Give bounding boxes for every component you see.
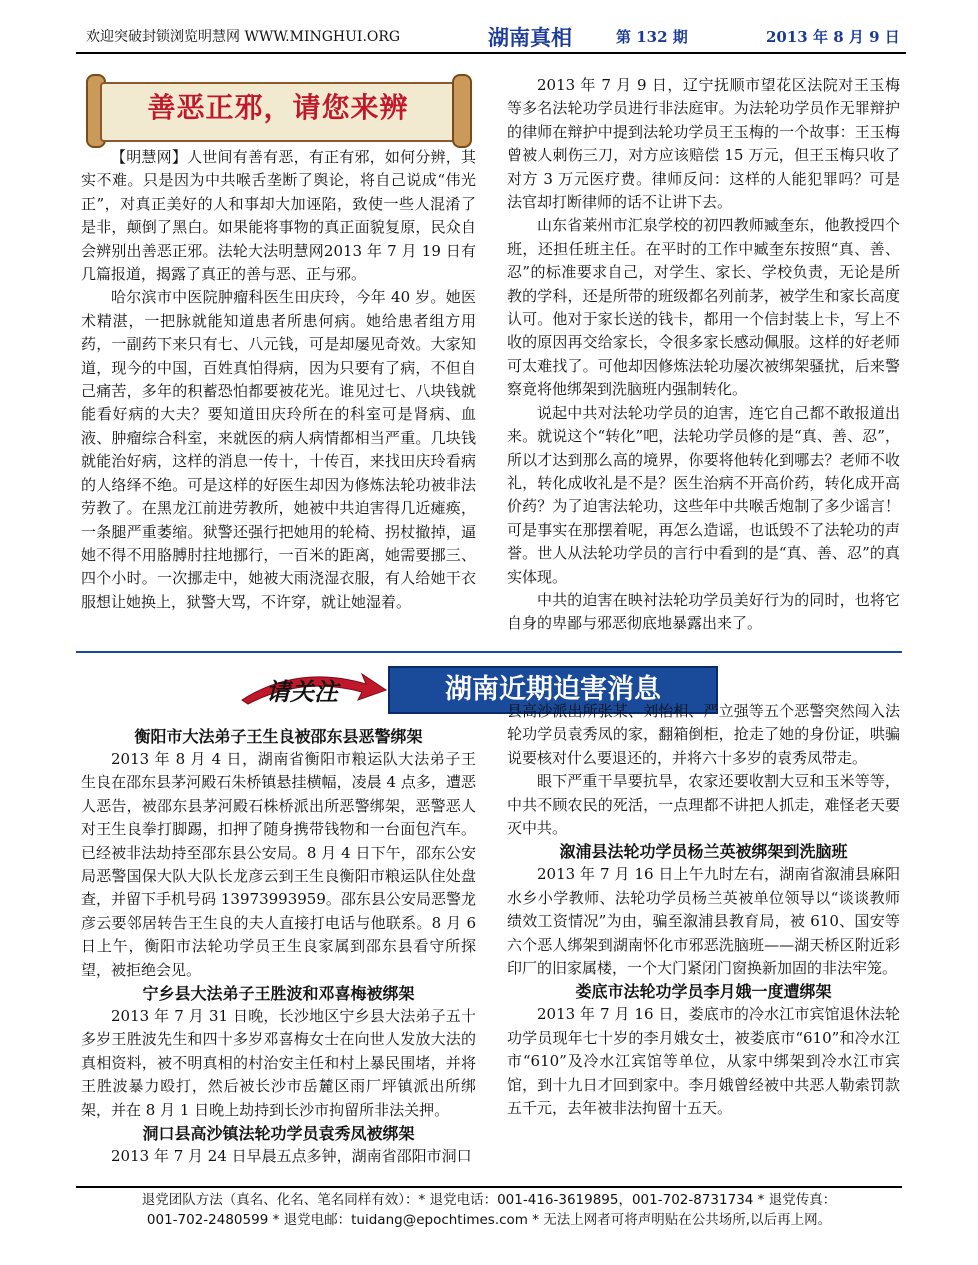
feature-left-column [81, 146, 476, 614]
feature-paragraph: 2013 年 7 月 9 日，辽宁抚顺市望花区法院对王玉梅等多名法轮功学员进行非法庭审。为法轮功学员作无罪辩护的律师在辩护中提到法轮功学员王玉梅的一个故事：王玉梅曾被人刺伤三刀，对方应该赔偿 15 万元，但王玉梅只收了对方 3 万元医疗费。律师反问：这样的人能犯罪吗？可是法官却打断律师的话不让讲下去。 [507, 76, 900, 212]
news-paragraph: 2013 年 7 月 16 日上午九时左右，湖南省溆浦县麻阳水乡小学教师、法轮功学员杨兰英被单位领导以“谈谈教师绩效工资情况”为由，骗至溆浦县教育局，被 610、国安等六个恶人绑架到湖南怀化市邪恶洗脑班——湖天桥区附近彩印厂的旧家属楼，一个大门紧闭门窗换新加固的非法牢笼。 [507, 865, 900, 978]
header-rule [76, 52, 906, 54]
footer-line: 001-702-2480599 * 退党电邮：tuidang@epochtimes.com * 无法上网者可将声明贴在公共场所,以后再上网。 [146, 1212, 832, 1228]
news-paragraph: 2013 年 7 月 16 日，娄底市的冷水江市宾馆退休法轮功学员现年七十岁的李月娥女士，被娄底市“610”和冷水江市“610”及冷水江宾馆等单位，从家中绑架到冷水江市宾馆，到十九日才回到家中。李月娥曾经被中共恶人勒索罚款五千元，去年被非法拘留十五天。 [507, 1005, 900, 1118]
section-divider [76, 651, 902, 653]
feature-paragraph: 说起中共对法轮功学员的迫害，连它自己都不敢报道出来。就说这个“转化”吧，法轮功学员修的是“真、善、忍”，所以才达到那么高的境界，你要将他转化到哪去？老师不收礼，转化成收礼是不是？医生治病不开高价药，转化成开高价药？为了迫害法轮功，这些年中共喉舌炮制了多少谣言！可是事实在那摆着呢，再怎么造谣，也诋毁不了法轮功的声誉。世人从法轮功学员的言行中看到的是“真、善、忍”的真实体现。 [507, 403, 900, 586]
issue-date: 2013 年 8 月 9 日 [766, 28, 900, 46]
attention-tag: 请关注 [266, 677, 338, 706]
feature-paragraph: 【明慧网】人世间有善有恶，有正有邪，如何分辨，其实不难。只是因为中共喉舌垄断了舆论，将自己说成“伟光正”，对真正美好的人和事却大加诬陷，致使一些人混淆了是非，颠倒了黑白。如果能将事物的真正面貌复原，民众自会辨别出善恶正邪。法轮大法明慧网2013 年 7 月 19 日有几篇报道，揭露了真正的善与恶、正与邪。 [81, 148, 476, 284]
news-headline: 娄底市法轮功学员李月娥一度遭绑架 [575, 982, 832, 1002]
header-welcome: 欢迎突破封锁浏览明慧网 WWW.MINGHUI.ORG [86, 29, 401, 45]
news-headline: 衡阳市大法弟子王生良被邵东县恶警绑架 [134, 727, 423, 746]
feature-title: 善恶正邪，请您来辨 [147, 91, 409, 124]
feature-paragraph: 中共的迫害在映衬法轮功学员美好行为的同时，也将它自身的卑鄙与邪恶彻底地暴露出来了。 [507, 590, 900, 633]
page-footer [76, 1190, 902, 1230]
news-headline: 宁乡县大法弟子王胜波和邓喜梅被绑架 [142, 984, 415, 1004]
feature-right-column [507, 74, 900, 636]
footer-line: 退党团队方法（真名、化名、笔名同样有效）：* 退党电话：001-416-3619895，001-702-8731734 * 退党传真： [141, 1192, 837, 1208]
feature-paragraph: 哈尔滨市中医院肿瘤科医生田庆玲，今年 40 岁。她医术精湛，一把脉就能知道患者所患何病。她给患者组方用药，一副药下来只有七、八元钱，可是却屡见奇效。大家知道，现今的中国，百姓真怕得病，因为只要有了病，不但自己痛苦，多年的积蓄恐怕都要被花光。谁见过七、八块钱就能看好病的大夫？要知道田庆玲所在的科室可是肾病、血液、肿瘤综合科室，来就医的病人病情都相当严重。几块钱就能治好病，这样的消息一传十，十传百，来找田庆玲看病的人络绎不绝。可是这样的好医生却因为修炼法轮功被非法劳教了。在黑龙江前进劳教所，她被中共迫害得几近瘫痪，一条腿严重萎缩。狱警还强行把她用的轮椅、拐杖撤掉，逼她不得不用胳膊肘拄地挪行，一百米的距离，她需要挪三、四个小时。一次挪走中，她被大雨浇湿衣服，有人给她干衣服想让她换上，狱警大骂，不许穿，就让她湿着。 [81, 288, 476, 611]
news-paragraph: 眼下严重干旱要抗旱，农家还要收割大豆和玉米等等，中共不顾农民的死活，一点理都不讲把人抓走，难怪老天要灭中共。 [507, 772, 900, 838]
news-right-column [507, 700, 900, 1121]
feature-title-scroll [86, 74, 472, 146]
news-paragraph: 2013 年 7 月 24 日早晨五点多钟，湖南省邵阳市洞口 [111, 1147, 472, 1166]
news-paragraph: 县高沙派出所张某、刘怡相、严立强等五个恶警突然闯入法轮功学员袁秀凤的家，翻箱倒柜，抢走了她的身份证，哄骗说要核对什么要退还的，并将六十多岁的袁秀凤带走。 [507, 702, 900, 767]
news-paragraph: 2013 年 7 月 31 日晚，长沙地区宁乡县大法弟子五十多岁王胜波先生和四十多岁邓喜梅女士在向世人发放大法的真相资料，被不明真相的村治安主任和村上暴民围堵，并将王胜波暴力殴打，然后被长沙市岳麓区雨厂坪镇派出所绑架，并在 8 月 1 日晚上劫持到长沙市拘留所非法关押。 [81, 1007, 476, 1119]
issue-number: 第 132 期 [616, 28, 688, 46]
news-banner-title: 湖南近期迫害消息 [445, 674, 661, 705]
publication-name: 湖南真相 [488, 26, 572, 50]
news-left-column [81, 725, 476, 1169]
news-headline: 溆浦县法轮功学员杨兰英被绑架到洗脑班 [559, 842, 848, 862]
news-paragraph: 2013 年 8 月 4 日，湖南省衡阳市粮运队大法弟子王生良在邵东县茅河殿石朱桥镇悬挂横幅，凌晨 4 点多，遭恶人恶告，被邵东县茅河殿石株桥派出所恶警绑架，恶警恶人对王生良拳打脚踢，扣押了随身携带钱物和一台面包汽车。已经被非法劫持至邵东县公安局。8 月 4 日下午，邵东公安局恶警国保大队大队长龙彦云到王生良衡阳市粮运队住处盘查，并留下手机号码 13973993959。邵东县公安局恶警龙彦云要邻居转告王生良的夫人直接打电话与他联系。8 月 6 日上午，衡阳市法轮功学员王生良家属到邵东县看守所探望，被拒绝会见。 [81, 750, 476, 979]
page-header [76, 24, 906, 52]
feature-paragraph: 山东省莱州市汇泉学校的初四教师臧奎东，他教授四个班，还担任班主任。在平时的工作中臧奎东按照“真、善、忍”的标准要求自己，对学生、家长、学校负责，无论是所教的学科，还是所带的班级都名列前茅，被学生和家长高度认可。他对于家长送的钱卡，都用一个信封装上卡，写上不收的原因再交给家长，令很多家长感动佩服。这样的好老师可太难找了。可他却因修炼法轮功屡次被绑架骚扰，后来警察竟将他绑架到洗脑班内强制转化。 [507, 216, 900, 399]
news-headline: 洞口县高沙镇法轮功学员袁秀凤被绑架 [142, 1124, 415, 1144]
footer-rule [76, 1186, 902, 1188]
